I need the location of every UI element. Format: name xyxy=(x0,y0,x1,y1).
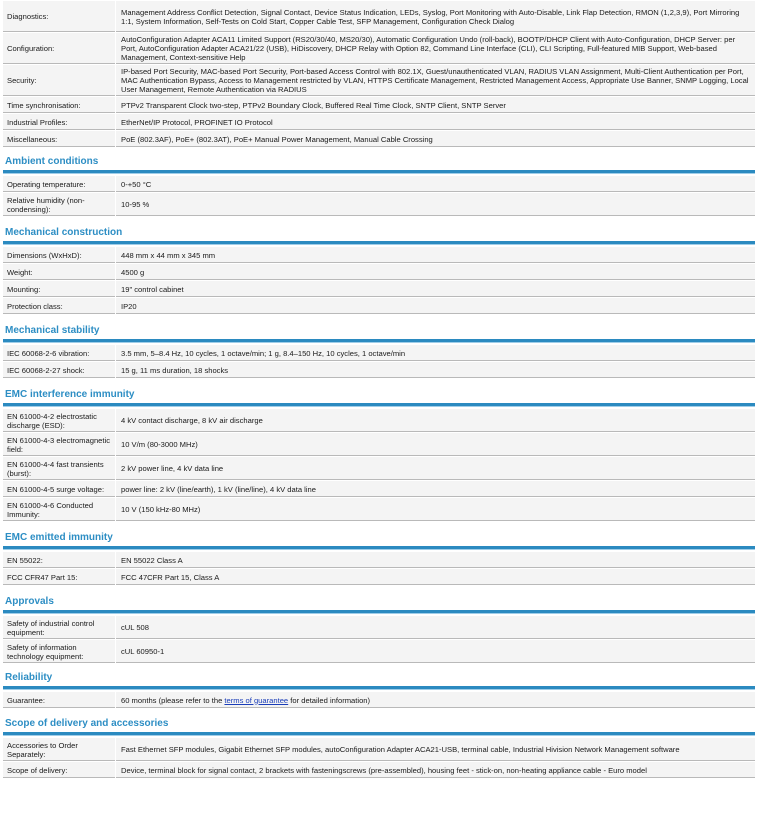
spec-key: Dimensions (WxHxD): xyxy=(3,247,116,263)
spec-key: Operating temperature: xyxy=(3,176,116,192)
spec-value: 2 kV power line, 4 kV data line xyxy=(116,457,755,480)
spec-value: 10 V/m (80-3000 MHz) xyxy=(116,433,755,456)
spec-section xyxy=(3,227,755,315)
spec-key: FCC CFR47 Part 15: xyxy=(3,569,116,585)
section-title: EMC interference immunity xyxy=(5,389,135,400)
section-divider xyxy=(3,339,755,343)
section-divider xyxy=(3,403,755,407)
spec-table xyxy=(3,0,755,148)
spec-value: PTPv2 Transparent Clock two-step, PTPv2 Boundary Clock, Buffered Real Time Clock, SNTP Client, SNTP Server xyxy=(116,97,755,113)
section-divider xyxy=(3,686,755,690)
spec-key: EN 61000-4-2 electrostatic discharge (ESD): xyxy=(3,409,116,432)
spec-value xyxy=(116,692,755,708)
spec-value: Management Address Conflict Detection, Signal Contact, Device Status Indication, LEDs, Syslog, Port Monitoring with Auto-Disable, Link Flap Detection, RMON (1,2,3,9), Port Mirroring 1:1, System Information, Self-Tests on Cold Start, Copper Cable Test, SFP Management, Configuration Check Dialog xyxy=(116,1,755,32)
spec-key: Miscellaneous: xyxy=(3,131,116,147)
spec-row xyxy=(3,409,755,432)
spec-key: Industrial Profiles: xyxy=(3,114,116,130)
spec-row xyxy=(3,114,755,130)
spec-value: EtherNet/IP Protocol, PROFINET IO Protocol xyxy=(116,114,755,130)
spec-value: power line: 2 kV (line/earth), 1 kV (line/line), 4 kV data line xyxy=(116,481,755,497)
spec-value: FCC 47CFR Part 15, Class A xyxy=(116,569,755,585)
spec-section xyxy=(3,596,755,664)
spec-value: IP-based Port Security, MAC-based Port Security, Port-based Access Control with 802.1X, Guest/unauthenticated VLAN, RADIUS VLAN Assignment, Multi-Client Authentication per Port, MAC Authentication Bypass, Access to Management restricted by VLAN, HTTPS Certificate Management, Restricted Management Access, Appropriate Use Banner, SNMP Logging, Local User Management, Remote Authentication via RADIUS xyxy=(116,65,755,96)
spec-row xyxy=(3,498,755,521)
spec-row xyxy=(3,247,755,263)
spec-row xyxy=(3,692,755,708)
spec-value: 4500 g xyxy=(116,264,755,280)
spec-key: Guarantee: xyxy=(3,692,116,708)
spec-row xyxy=(3,97,755,113)
spec-key: EN 61000-4-6 Conducted Immunity: xyxy=(3,498,116,521)
spec-key: EN 61000-4-5 surge voltage: xyxy=(3,481,116,497)
spec-row xyxy=(3,281,755,297)
spec-row xyxy=(3,738,755,761)
spec-table xyxy=(3,691,755,709)
spec-row xyxy=(3,176,755,192)
spec-table xyxy=(3,737,755,779)
spec-value: AutoConfiguration Adapter ACA11 Limited Support (RS20/30/40, MS20/30), Automatic Configuration Undo (roll-back), BOOTP/DHCP Client with Auto-Configuration, DHCP Server: per Port, AutoConfiguration Adapter ACA21/22 (USB), HiDiscovery, DHCP Relay with Option 82, Command Line Interface (CLI), CLI Scripting, Full-featured MIB Support, Web-based Management, Context-sensitive Help xyxy=(116,33,755,64)
spec-row xyxy=(3,131,755,147)
spec-section xyxy=(3,156,755,217)
spec-value: 10 V (150 kHz-80 MHz) xyxy=(116,498,755,521)
section-title: Scope of delivery and accessories xyxy=(5,718,169,729)
section-title: Mechanical stability xyxy=(5,325,100,336)
spec-row xyxy=(3,616,755,639)
spec-value: EN 55022 Class A xyxy=(116,552,755,568)
spec-row xyxy=(3,481,755,497)
spec-row xyxy=(3,65,755,96)
section-divider xyxy=(3,610,755,614)
spec-key: Safety of industrial control equipment: xyxy=(3,616,116,639)
spec-key: Scope of delivery: xyxy=(3,762,116,778)
spec-row xyxy=(3,264,755,280)
spec-row xyxy=(3,298,755,314)
spec-value: 3.5 mm, 5–8.4 Hz, 10 cycles, 1 octave/min; 1 g, 8.4–150 Hz, 10 cycles, 1 octave/min xyxy=(116,345,755,361)
section-divider xyxy=(3,170,755,174)
spec-key: IEC 60068-2-27 shock: xyxy=(3,362,116,378)
spec-row xyxy=(3,33,755,64)
section-title: Approvals xyxy=(5,596,54,607)
spec-row xyxy=(3,552,755,568)
spec-table xyxy=(3,408,755,522)
spec-row xyxy=(3,640,755,663)
spec-section xyxy=(3,718,755,779)
spec-value: PoE (802.3AF), PoE+ (802.3AT), PoE+ Manual Power Management, Manual Cable Crossing xyxy=(116,131,755,147)
spec-value: IP20 xyxy=(116,298,755,314)
spec-section xyxy=(3,325,755,379)
section-title: EMC emitted immunity xyxy=(5,532,113,543)
spec-value: cUL 60950-1 xyxy=(116,640,755,663)
spec-key: Time synchronisation: xyxy=(3,97,116,113)
spec-key: EN 61000-4-3 electromagnetic field: xyxy=(3,433,116,456)
spec-value-text: 60 months (please refer to the xyxy=(121,695,225,705)
spec-row xyxy=(3,569,755,585)
spec-row xyxy=(3,433,755,456)
spec-value-text: for detailed information) xyxy=(288,695,371,705)
spec-value: 19" control cabinet xyxy=(116,281,755,297)
spec-key: Diagnostics: xyxy=(3,1,116,32)
spec-section xyxy=(3,532,755,586)
spec-table xyxy=(3,175,755,217)
spec-section xyxy=(3,389,755,522)
spec-key: IEC 60068-2-6 vibration: xyxy=(3,345,116,361)
spec-key: Configuration: xyxy=(3,33,116,64)
spec-key: Accessories to Order Separately: xyxy=(3,738,116,761)
section-title: Ambient conditions xyxy=(5,156,99,167)
spec-row xyxy=(3,1,755,32)
terms-of-guarantee-link[interactable]: terms of guarantee xyxy=(224,695,289,705)
section-divider xyxy=(3,546,755,550)
spec-row xyxy=(3,762,755,778)
spec-key: Protection class: xyxy=(3,298,116,314)
section-title: Reliability xyxy=(5,672,53,683)
spec-key: Safety of information technology equipment: xyxy=(3,640,116,663)
spec-section xyxy=(3,672,755,709)
spec-value: 10-95 % xyxy=(116,193,755,216)
spec-key: Relative humidity (non-condensing): xyxy=(3,193,116,216)
spec-value: cUL 508 xyxy=(116,616,755,639)
spec-key: EN 55022: xyxy=(3,552,116,568)
spec-table xyxy=(3,615,755,664)
spec-table xyxy=(3,551,755,586)
spec-value: 4 kV contact discharge, 8 kV air discharge xyxy=(116,409,755,432)
spec-key: Weight: xyxy=(3,264,116,280)
spec-table xyxy=(3,246,755,315)
section-divider xyxy=(3,732,755,736)
spec-key: Security: xyxy=(3,65,116,96)
spec-value: Device, terminal block for signal contact, 2 brackets with fasteningscrews (pre-assembled), housing feet - stick-on, non-heating appliance cable - Euro model xyxy=(116,762,755,778)
spec-key: Mounting: xyxy=(3,281,116,297)
spec-row xyxy=(3,345,755,361)
spec-table xyxy=(3,344,755,379)
section-title: Mechanical construction xyxy=(5,227,123,238)
spec-value: Fast Ethernet SFP modules, Gigabit Ethernet SFP modules, autoConfiguration Adapter ACA21-USB, terminal cable, Industrial Hivision Network Management software xyxy=(116,738,755,761)
spec-key: EN 61000-4-4 fast transients (burst): xyxy=(3,457,116,480)
datasheet xyxy=(3,0,755,779)
spec-row xyxy=(3,362,755,378)
spec-value: 0-+50 °C xyxy=(116,176,755,192)
spec-value: 15 g, 11 ms duration, 18 shocks xyxy=(116,362,755,378)
spec-row xyxy=(3,457,755,480)
spec-row xyxy=(3,193,755,216)
section-divider xyxy=(3,241,755,245)
spec-value: 448 mm x 44 mm x 345 mm xyxy=(116,247,755,263)
